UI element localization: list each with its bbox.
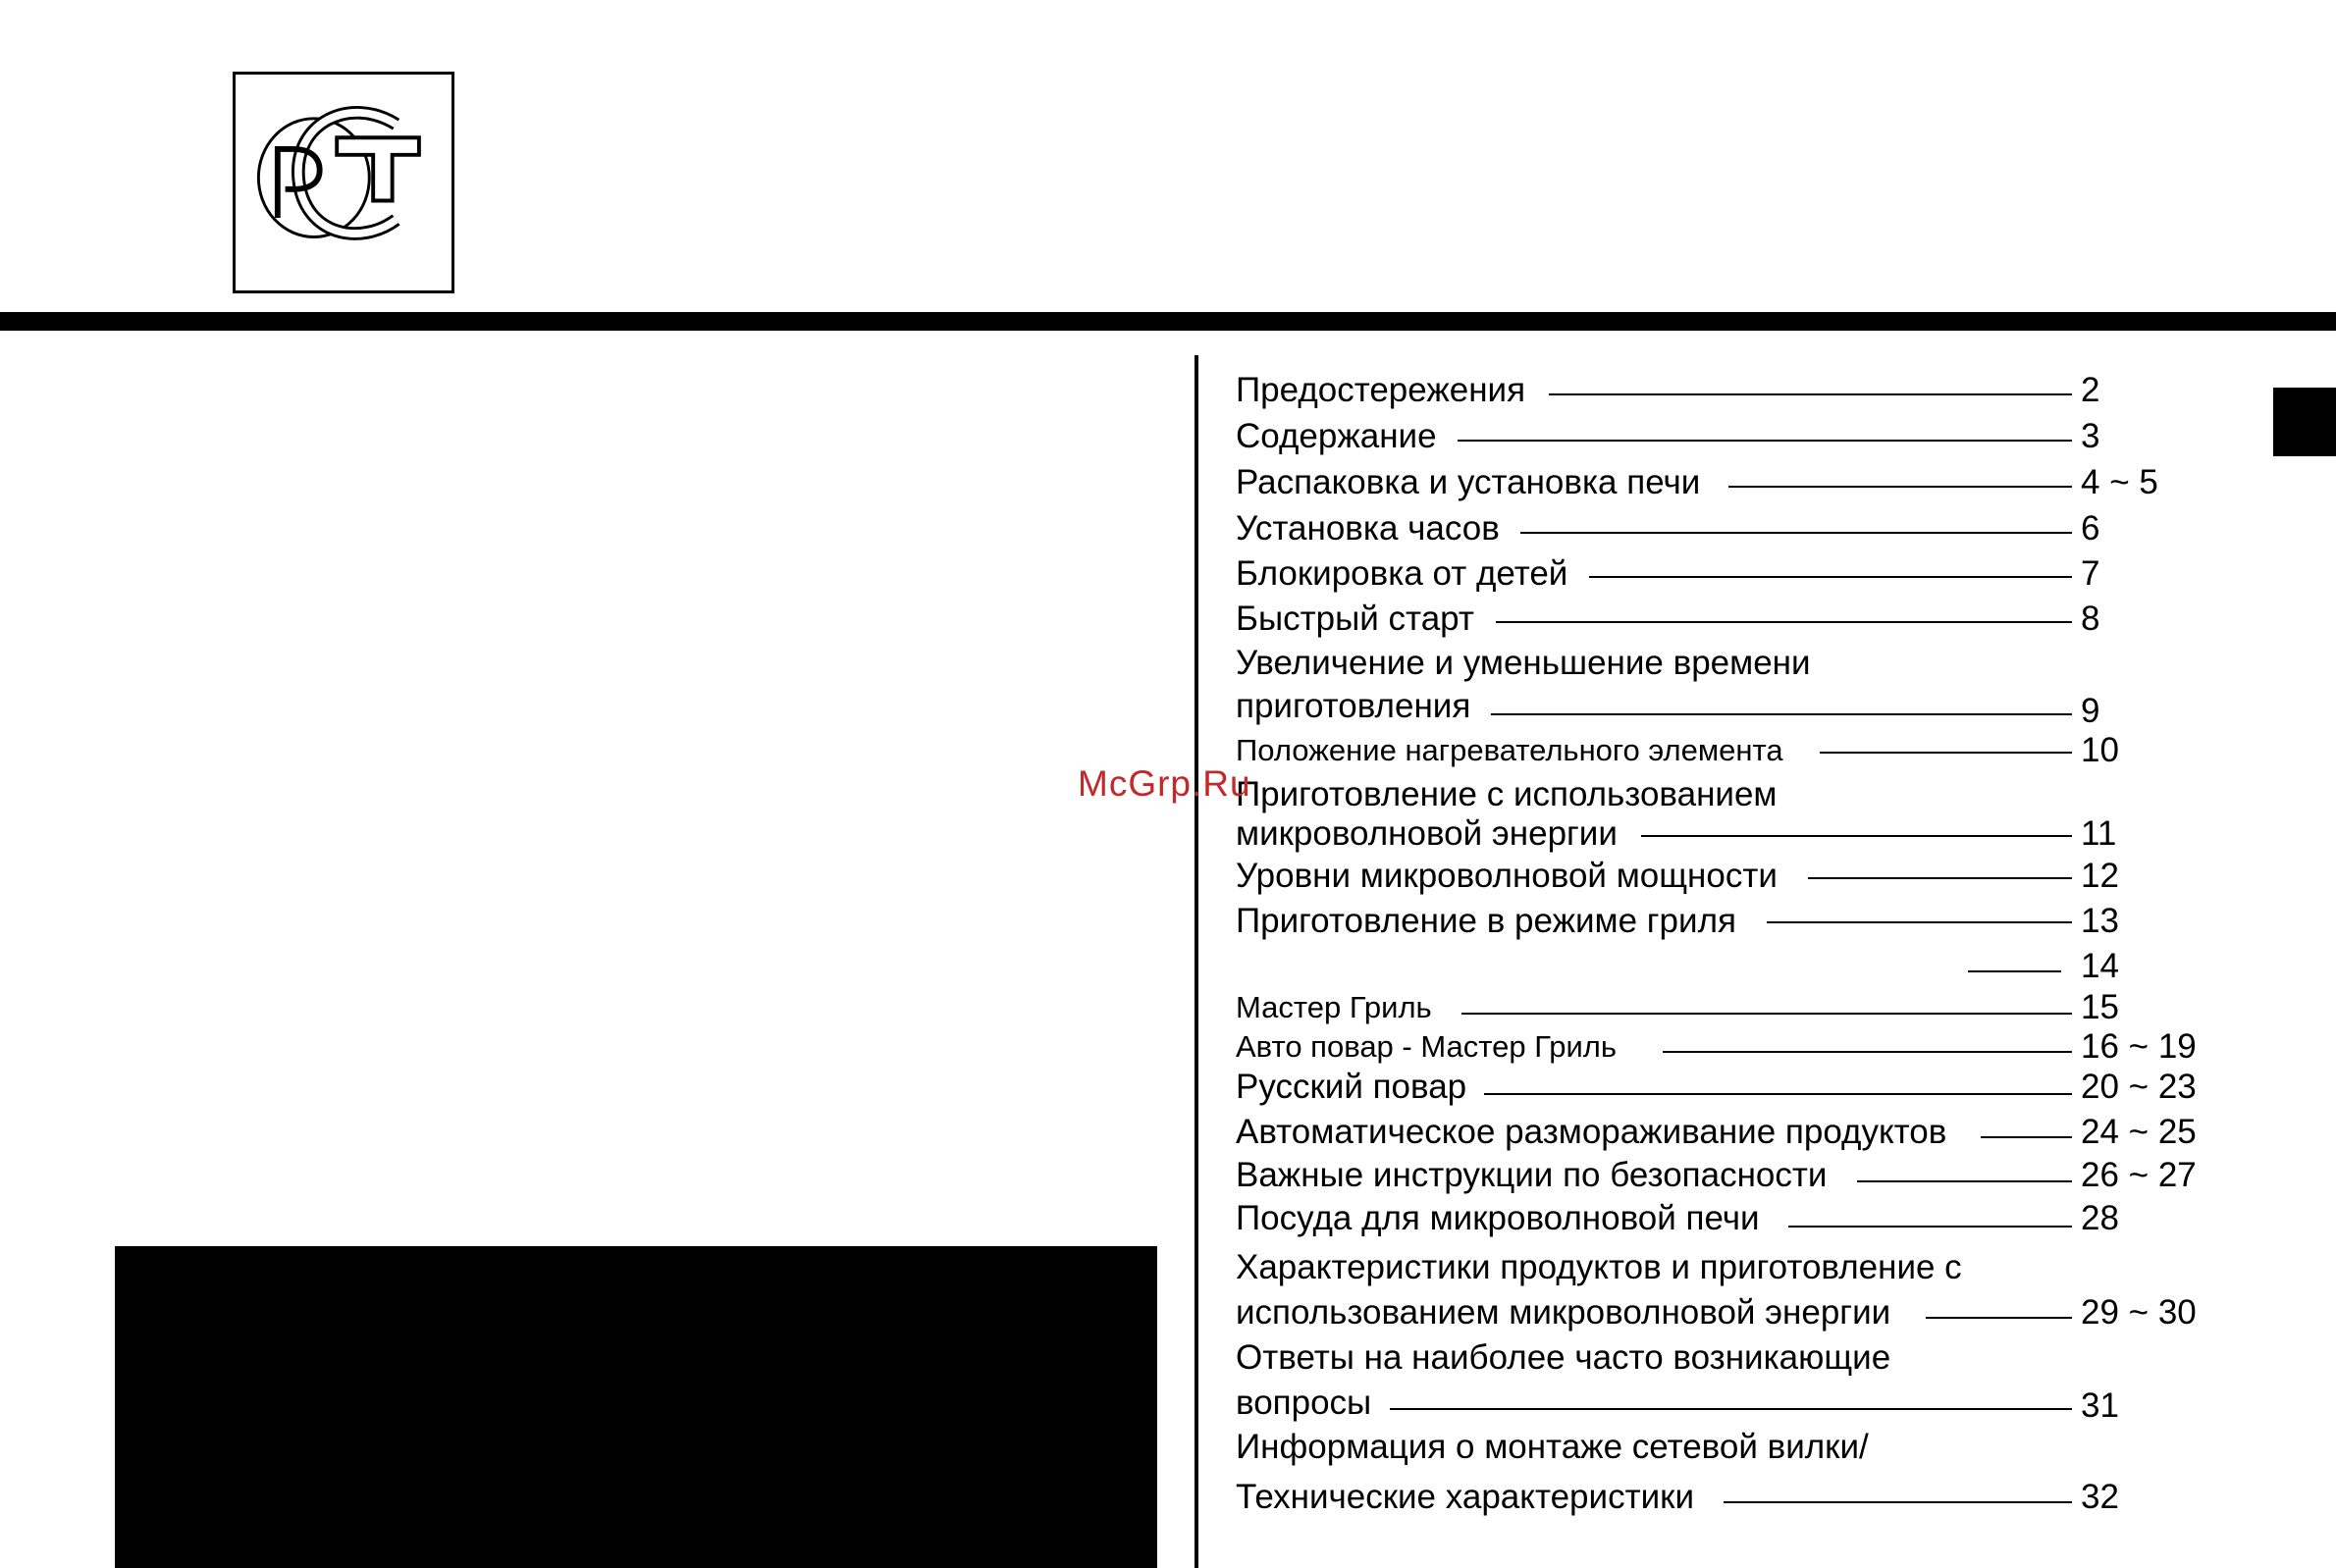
toc-page: 12 bbox=[2081, 857, 2119, 895]
toc-leader bbox=[1458, 440, 2072, 442]
black-panel bbox=[115, 1246, 1157, 1568]
toc-page: 10 bbox=[2081, 731, 2119, 769]
toc-title: Посуда для микроволновой печи bbox=[1236, 1199, 1760, 1237]
toc-leader bbox=[1663, 1051, 2072, 1053]
toc-title-continued: микроволновой энергии bbox=[1236, 814, 1618, 853]
toc-title: Увеличение и уменьшение времени bbox=[1236, 644, 1811, 682]
header-rule bbox=[0, 312, 2336, 331]
toc-leader bbox=[1520, 532, 2072, 534]
toc-leader bbox=[1724, 1501, 2072, 1503]
toc-page: 15 bbox=[2081, 988, 2119, 1026]
toc-page: 26 ~ 27 bbox=[2081, 1156, 2197, 1194]
toc-leader bbox=[1926, 1317, 2072, 1319]
toc-title: Ответы на наиболее часто возникающие bbox=[1236, 1338, 1891, 1377]
toc-leader bbox=[1461, 1013, 2072, 1015]
toc-title: Важные инструкции по безопасности bbox=[1236, 1156, 1828, 1194]
toc-leader bbox=[1484, 1093, 2072, 1095]
toc-leader bbox=[1496, 621, 2072, 623]
toc-title: Русский повар bbox=[1236, 1068, 1467, 1106]
toc-leader bbox=[1549, 393, 2072, 395]
section-tab bbox=[2273, 388, 2336, 456]
toc-leader bbox=[1981, 1136, 2072, 1138]
toc-page: 9 bbox=[2081, 692, 2100, 730]
toc-leader bbox=[1390, 1408, 2072, 1410]
toc-page: 20 ~ 23 bbox=[2081, 1068, 2197, 1106]
watermark: McGrp.Ru bbox=[1078, 763, 1251, 804]
toc-leader bbox=[1968, 970, 2061, 972]
toc-title-continued: приготовления bbox=[1236, 687, 1471, 725]
toc-page: 24 ~ 25 bbox=[2081, 1113, 2197, 1151]
toc-page: 32 bbox=[2081, 1478, 2119, 1516]
toc-page: 3 bbox=[2081, 417, 2100, 455]
toc-leader bbox=[1767, 921, 2072, 923]
toc-title: Установка часов bbox=[1236, 509, 1500, 548]
toc-title: Содержание bbox=[1236, 417, 1437, 455]
toc-leader bbox=[1728, 486, 2072, 488]
toc-leader bbox=[1491, 713, 2072, 715]
toc-leader bbox=[1788, 1226, 2072, 1228]
toc-page: 2 bbox=[2081, 371, 2100, 409]
toc-leader bbox=[1589, 576, 2072, 578]
toc-leader bbox=[1857, 1180, 2072, 1182]
toc-title: Предостережения bbox=[1236, 371, 1526, 409]
toc-page: 6 bbox=[2081, 509, 2100, 548]
toc-title: Приготовление в режиме гриля bbox=[1236, 902, 1736, 940]
toc-title: Мастер Гриль bbox=[1236, 990, 1432, 1024]
toc-title: Блокировка от детей bbox=[1236, 554, 1568, 593]
toc-page: 31 bbox=[2081, 1386, 2119, 1425]
toc-title: Положение нагревательного элемента bbox=[1236, 733, 1783, 767]
toc-page: 16 ~ 19 bbox=[2081, 1027, 2197, 1066]
toc-title: Уровни микроволновой мощности bbox=[1236, 857, 1778, 895]
toc-leader bbox=[1808, 877, 2072, 879]
toc-title-continued: Технические характеристики bbox=[1236, 1478, 1695, 1516]
toc-title: Автоматическое размораживание продуктов bbox=[1236, 1113, 1947, 1151]
toc-page: 8 bbox=[2081, 600, 2100, 638]
toc-page: 4 ~ 5 bbox=[2081, 463, 2158, 501]
toc-title-continued: использованием микроволновой энергии bbox=[1236, 1293, 1891, 1332]
toc-page: 28 bbox=[2081, 1199, 2119, 1237]
certification-logo bbox=[233, 72, 454, 293]
toc-page: 13 bbox=[2081, 902, 2119, 940]
toc-leader bbox=[1820, 752, 2072, 754]
toc-title: Быстрый старт bbox=[1236, 600, 1474, 638]
toc-page: 7 bbox=[2081, 554, 2100, 593]
column-divider bbox=[1195, 355, 1198, 1568]
toc-title: Распаковка и установка печи bbox=[1236, 463, 1701, 501]
toc-page: 14 bbox=[2081, 947, 2119, 985]
toc-page: 11 bbox=[2081, 814, 2117, 853]
toc-title: Авто повар - Мастер Гриль bbox=[1236, 1029, 1618, 1064]
toc-title: Приготовление с использованием bbox=[1236, 775, 1778, 813]
toc-title: Характеристики продуктов и приготовление с bbox=[1236, 1248, 1962, 1286]
toc-title-continued: вопросы bbox=[1236, 1384, 1372, 1422]
rst-logo-icon bbox=[236, 75, 451, 290]
toc-title: Информация о монтаже сетевой вилки/ bbox=[1236, 1428, 1869, 1466]
toc-leader bbox=[1641, 835, 2072, 837]
toc-page: 29 ~ 30 bbox=[2081, 1293, 2197, 1332]
